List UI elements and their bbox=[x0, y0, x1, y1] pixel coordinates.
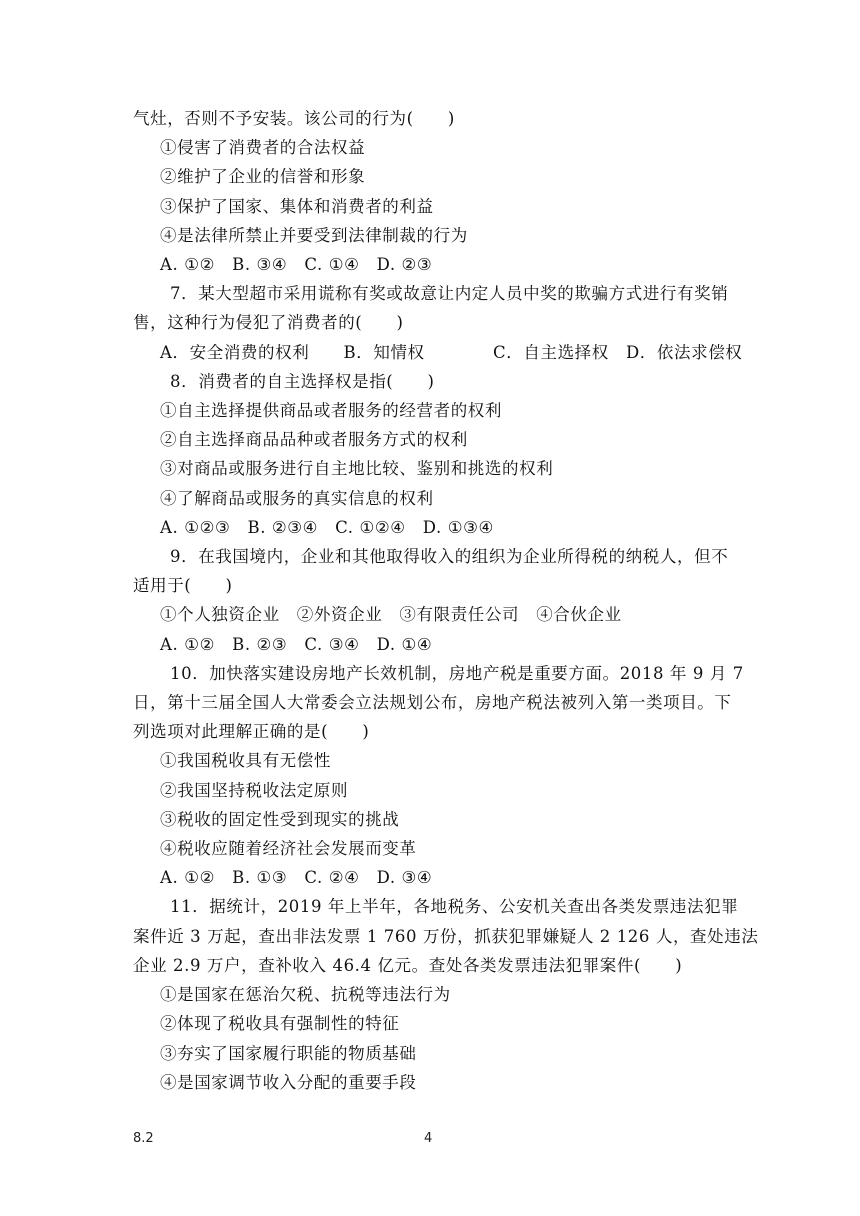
option-line: ②体现了税收具有强制性的特征 bbox=[160, 1014, 400, 1034]
option-line: ②维护了企业的信誉和形象 bbox=[160, 167, 366, 187]
option-line: ③对商品或服务进行自主地比较、鉴别和挑选的权利 bbox=[160, 459, 554, 479]
option-line: ①我国税收具有无偿性 bbox=[160, 751, 331, 771]
text-line: 适用于( ) bbox=[133, 576, 233, 596]
option-line: ④了解商品或服务的真实信息的权利 bbox=[160, 488, 434, 508]
question-line: 11．据统计，2019 年上半年，各地税务、公安机关查出各类发票违法犯罪 bbox=[170, 897, 739, 917]
text-line: 售，这种行为侵犯了消费者的( ) bbox=[133, 313, 404, 333]
text-line: 气灶，否则不予安装。该公司的行为( ) bbox=[133, 109, 455, 128]
document-body bbox=[133, 104, 759, 1097]
option-line: A. ①② B. ③④ C. ①④ D. ②③ bbox=[160, 255, 433, 275]
text-line: 日，第十三届全国人大常委会立法规划公布，房地产税法被列入第一类项目。下 bbox=[133, 693, 732, 713]
question-line: 9．在我国境内，企业和其他取得收入的组织为企业所得税的纳税人，但不 bbox=[170, 547, 729, 567]
option-line: ②自主选择商品品种或者服务方式的权利 bbox=[160, 430, 468, 450]
question-line: 8．消费者的自主选择权是指( ) bbox=[170, 371, 435, 391]
option-line: ①个人独资企业 ②外资企业 ③有限责任公司 ④合伙企业 bbox=[160, 605, 622, 625]
option-line: ①侵害了消费者的合法权益 bbox=[160, 138, 366, 158]
option-line: ①自主选择提供商品或者服务的经营者的权利 bbox=[160, 401, 502, 421]
option-line: ③夯实了国家履行职能的物质基础 bbox=[160, 1043, 417, 1063]
footer-page-number: 4 bbox=[424, 1131, 433, 1146]
option-line: A. ①② B. ①③ C. ②④ D. ③④ bbox=[160, 868, 433, 888]
question-line: 7．某大型超市采用谎称有奖或故意让内定人员中奖的欺骗方式进行有奖销 bbox=[170, 284, 729, 304]
question-line: 10．加快落实建设房地产长效机制，房地产税是重要方面。2018 年 9 月 7 bbox=[170, 663, 744, 683]
option-line: ④是法律所禁止并要受到法律制裁的行为 bbox=[160, 225, 468, 245]
option-line: ④税收应随着经济社会发展而变革 bbox=[160, 839, 417, 859]
option-line: ④是国家调节收入分配的重要手段 bbox=[160, 1072, 417, 1092]
option-line: ③税收的固定性受到现实的挑战 bbox=[160, 809, 400, 829]
option-line: A．安全消费的权利 B．知情权 C．自主选择权 D．依法求偿权 bbox=[160, 342, 743, 362]
option-line: ②我国坚持税收法定原则 bbox=[160, 780, 349, 800]
option-line: ③保护了国家、集体和消费者的利益 bbox=[160, 196, 434, 216]
text-line: 企业 2.9 万户，查补收入 46.4 亿元。查处各类发票违法犯罪案件( ) bbox=[133, 955, 683, 975]
text-line: 案件近 3 万起，查出非法发票 1 760 万份，抓获犯罪嫌疑人 2 126 人，查处违法 bbox=[133, 926, 759, 946]
option-line: A. ①② B. ②③ C. ③④ D. ①④ bbox=[160, 634, 433, 654]
footer-version: 8.2 bbox=[133, 1131, 154, 1146]
option-line: ①是国家在惩治欠税、抗税等违法行为 bbox=[160, 985, 451, 1005]
text-line: 列选项对此理解正确的是( ) bbox=[133, 722, 370, 742]
option-line: A. ①②③ B. ②③④ C. ①②④ D. ①③④ bbox=[160, 517, 494, 537]
